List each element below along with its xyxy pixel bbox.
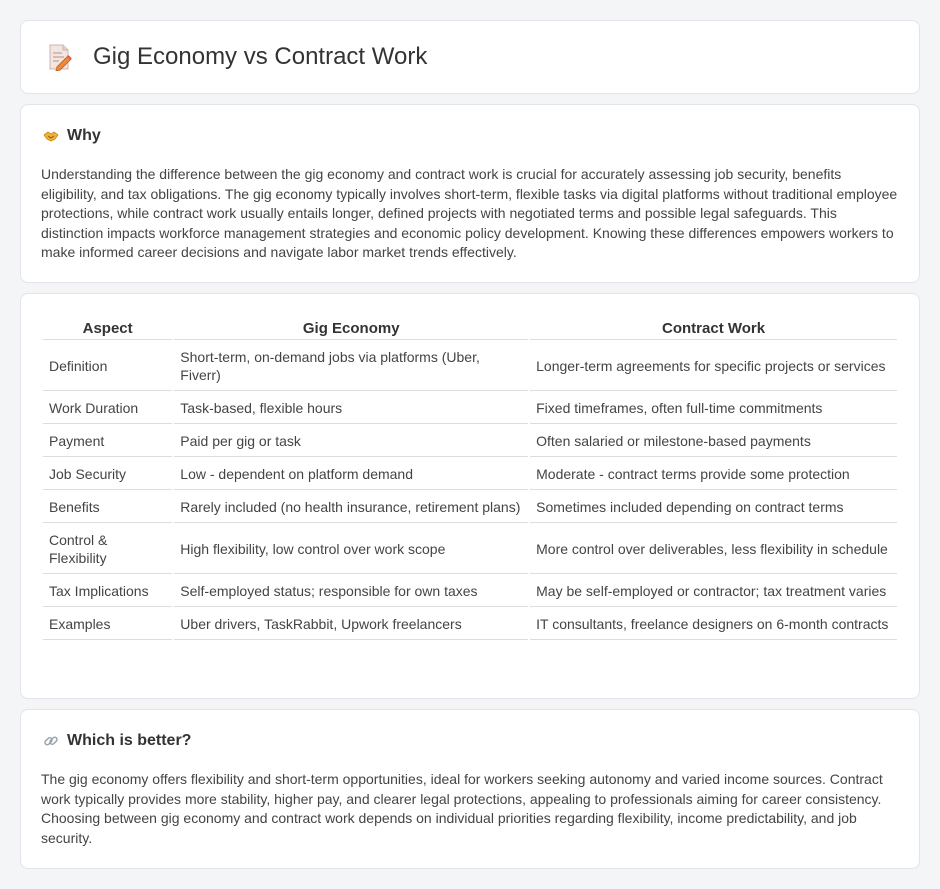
handshake-icon [43, 128, 59, 144]
row-aspect: Tax Implications [43, 576, 172, 607]
page-title: Gig Economy vs Contract Work [93, 43, 428, 70]
table-row [43, 492, 897, 523]
which-is-better-section [20, 709, 920, 869]
row-aspect: Definition [43, 342, 172, 391]
row-contract: May be self-employed or contractor; tax treatment varies [530, 576, 897, 607]
table-header-row [43, 318, 897, 340]
row-contract: IT consultants, freelance designers on 6-month contracts [530, 609, 897, 640]
row-gig: Paid per gig or task [174, 426, 528, 457]
row-contract: Fixed timeframes, often full-time commitments [530, 393, 897, 424]
comparison-section [20, 293, 920, 699]
row-gig: Rarely included (no health insurance, retirement plans) [174, 492, 528, 523]
row-contract: Longer-term agreements for specific projects or services [530, 342, 897, 391]
row-contract: More control over deliverables, less flexibility in schedule [530, 525, 897, 574]
header-contract-work: Contract Work [530, 318, 897, 340]
table-row [43, 342, 897, 391]
row-aspect: Examples [43, 609, 172, 640]
why-text: Understanding the difference between the gig economy and contract work is crucial for accurately assessing job security, benefits eligibility, and tax obligations. The gig economy typically involves short-term, flexible tasks via digital platforms without traditional employee protections, while contract work usually entails longer, defined projects with negotiated terms and possible legal safeguards. This distinction impacts workforce management strategies and economic policy development. Knowing these differences empowers workers to make informed career decisions and navigate labor market trends effectively. [41, 166, 898, 261]
header-aspect: Aspect [43, 318, 172, 340]
comparison-table [41, 316, 899, 642]
better-heading [43, 732, 191, 750]
table-row [43, 426, 897, 457]
row-gig: Low - dependent on platform demand [174, 459, 528, 490]
row-gig: Short-term, on-demand jobs via platforms (Uber, Fiverr) [174, 342, 528, 391]
why-heading [43, 127, 101, 145]
table-row [43, 609, 897, 640]
row-aspect: Job Security [43, 459, 172, 490]
row-gig: Self-employed status; responsible for own taxes [174, 576, 528, 607]
row-contract: Moderate - contract terms provide some protection [530, 459, 897, 490]
title-row [47, 43, 427, 71]
header-gig-economy: Gig Economy [174, 318, 528, 340]
better-text: The gig economy offers flexibility and short-term opportunities, ideal for workers seeking autonomy and varied income sources. Contract work typically provides more stability, higher pay, and clearer legal protections, appealing to professionals aiming for career consistency. Choosing between gig economy and contract work depends on individual priorities regarding flexibility, income predictability, and job security. [41, 771, 883, 846]
row-aspect: Benefits [43, 492, 172, 523]
row-gig: High flexibility, low control over work scope [174, 525, 528, 574]
row-aspect: Payment [43, 426, 172, 457]
header-card [20, 20, 920, 94]
why-title: Why [67, 127, 101, 144]
link-icon [43, 733, 59, 749]
row-contract: Often salaried or milestone-based payments [530, 426, 897, 457]
table-row [43, 576, 897, 607]
row-gig: Task-based, flexible hours [174, 393, 528, 424]
row-aspect: Work Duration [43, 393, 172, 424]
better-title: Which is better? [67, 732, 192, 749]
table-row [43, 393, 897, 424]
row-aspect: Control & Flexibility [43, 525, 172, 574]
why-section [20, 104, 920, 283]
table-row [43, 459, 897, 490]
row-gig: Uber drivers, TaskRabbit, Upwork freelancers [174, 609, 528, 640]
document-pencil-icon [47, 43, 73, 71]
table-row [43, 525, 897, 574]
row-contract: Sometimes included depending on contract terms [530, 492, 897, 523]
